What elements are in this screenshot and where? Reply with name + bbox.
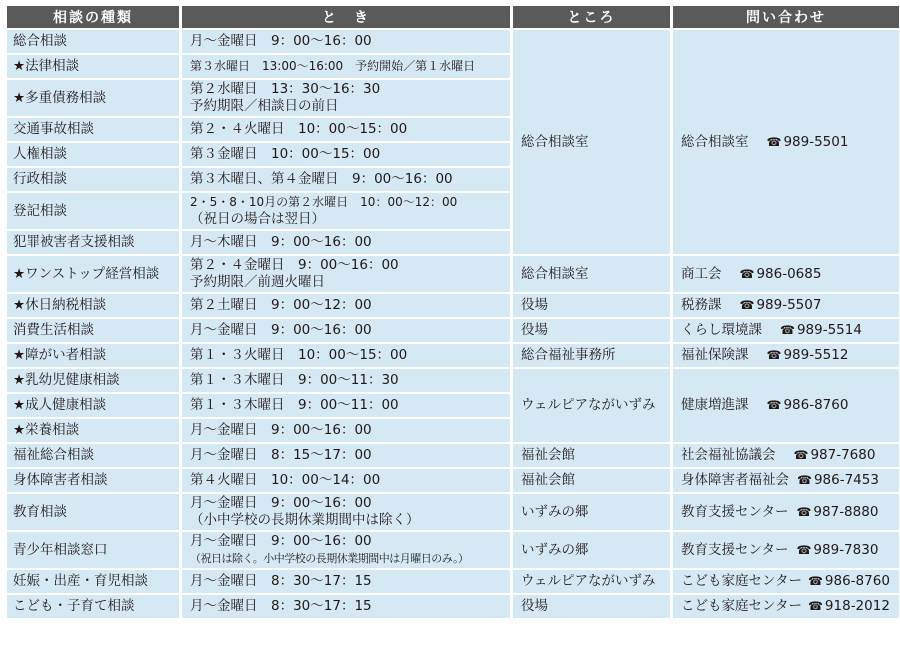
phone-icon: ☎ <box>766 398 782 412</box>
contact-phone <box>808 573 890 589</box>
phone-number: 986-8760 <box>824 573 890 589</box>
consultation-name: 青少年相談窓口 <box>7 532 179 568</box>
phone-number: 986-0685 <box>756 265 822 282</box>
consultation-time: 第３水曜日 13:00～16:00 予約開始／第１水曜日 <box>182 55 510 78</box>
consultation-time: 月～木曜日 9：00～16：00 <box>182 231 510 254</box>
consultation-name: 福祉総合相談 <box>7 444 179 467</box>
contact-phone <box>740 266 822 282</box>
phone-icon: ☎ <box>796 504 812 519</box>
consultation-name: ★法律相談 <box>7 55 179 78</box>
consultation-contact <box>673 595 899 618</box>
consultation-contact <box>673 570 899 593</box>
consultation-time: 第２土曜日 9：00～12：00 <box>182 294 510 317</box>
phone-icon: ☎ <box>807 599 823 613</box>
consultation-time: 月～金曜日 9：00～16：00 <box>182 419 510 442</box>
consultation-place: 福祉会館 <box>513 469 670 492</box>
consultation-place: いずみの郷 <box>513 532 670 568</box>
consultation-contact <box>673 319 899 342</box>
col-header-place: ところ <box>513 6 670 28</box>
consultation-name: 登記相談 <box>7 193 179 229</box>
contact-phone <box>794 447 876 463</box>
table-row <box>7 532 899 568</box>
consultation-name: ★ワンストップ経営相談 <box>7 256 179 292</box>
table-row <box>7 494 899 530</box>
consultation-table <box>4 4 900 620</box>
col-header-type: 相談の種類 <box>7 6 179 28</box>
contact-phone <box>767 134 849 150</box>
phone-number: 989-5501 <box>783 133 849 150</box>
consultation-name: 犯罪被害者支援相談 <box>7 231 179 254</box>
phone-number: 989-5512 <box>783 347 849 363</box>
consultation-place: ウェルピアながいずみ <box>513 369 670 442</box>
contact-dept: こども家庭センター <box>681 573 802 589</box>
contact-dept: 税務課 <box>681 297 722 313</box>
consultation-contact <box>673 469 899 492</box>
consultation-time: 第１・３木曜日 9：00～11：00 <box>182 394 510 417</box>
consultation-name: 消費生活相談 <box>7 319 179 342</box>
consultation-name: 人権相談 <box>7 143 179 166</box>
consultation-place: 総合相談室 <box>513 30 670 254</box>
table-row <box>7 30 899 53</box>
phone-icon: ☎ <box>796 542 812 557</box>
contact-dept: 社会福祉協議会 <box>681 447 776 463</box>
consultation-name: 総合相談 <box>7 30 179 53</box>
consultation-contact <box>673 344 899 367</box>
table-row <box>7 570 899 593</box>
consultation-place: 福祉会館 <box>513 444 670 467</box>
table-row <box>7 344 899 367</box>
consultation-name: 行政相談 <box>7 168 179 191</box>
table-row <box>7 369 899 392</box>
phone-number: 986-7453 <box>813 472 879 488</box>
table-row <box>7 595 899 618</box>
consultation-time: 第２水曜日 13：30～16：30 予約期限／相談日の前日 <box>182 80 510 116</box>
col-header-contact: 問い合わせ <box>673 6 899 28</box>
col-header-time: と き <box>182 6 510 28</box>
contact-dept: くらし環境課 <box>681 322 762 338</box>
consultation-time: 第３木曜日、第４金曜日 9：00～16：00 <box>182 168 510 191</box>
consultation-name: 妊娠・出産・育児相談 <box>7 570 179 593</box>
contact-phone <box>767 397 849 413</box>
consultation-time: 第４火曜日 10：00～14：00 <box>182 469 510 492</box>
table-row <box>7 256 899 292</box>
consultation-time: 月～金曜日 8：30～17：15 <box>182 570 510 593</box>
contact-phone <box>740 297 822 313</box>
consultation-contact <box>673 30 899 254</box>
phone-icon: ☎ <box>766 134 782 149</box>
phone-icon: ☎ <box>739 298 755 312</box>
phone-icon: ☎ <box>797 473 812 487</box>
consultation-time: 月～金曜日 9：00～16：00 <box>182 319 510 342</box>
consultation-place: ウェルピアながいずみ <box>513 570 670 593</box>
phone-number: 918-2012 <box>824 598 890 614</box>
phone-number: 986-8760 <box>783 397 849 413</box>
contact-dept: 健康増進課 <box>681 397 749 413</box>
consultation-name: ★休日納税相談 <box>7 294 179 317</box>
consultation-time: 月～金曜日 9：00～16：00 <box>182 30 510 53</box>
phone-number: 989-7830 <box>813 541 879 558</box>
consultation-place: いずみの郷 <box>513 494 670 530</box>
contact-phone <box>808 598 890 614</box>
consultation-time: 月～金曜日 8：30～17：15 <box>182 595 510 618</box>
consultation-time: 第３金曜日 10：00～15：00 <box>182 143 510 166</box>
consultation-time: 第２・４火曜日 10：00～15：00 <box>182 118 510 141</box>
contact-phone <box>780 322 862 338</box>
contact-phone <box>797 472 879 488</box>
consultation-place: 役場 <box>513 319 670 342</box>
phone-number: 987-7680 <box>810 447 876 463</box>
consultation-place: 役場 <box>513 595 670 618</box>
consultation-name: 教育相談 <box>7 494 179 530</box>
consultation-time: 第１・３木曜日 9：00～11：30 <box>182 369 510 392</box>
phone-icon: ☎ <box>793 448 809 462</box>
consultation-name: 交通事故相談 <box>7 118 179 141</box>
consultation-place: 役場 <box>513 294 670 317</box>
consultation-contact <box>673 532 899 568</box>
consultation-time: 第２・４金曜日 9：00～16：00 予約期限／前週火曜日 <box>182 256 510 292</box>
consultation-name: 身体障害者相談 <box>7 469 179 492</box>
contact-dept: 教育支援センター <box>681 541 789 558</box>
contact-phone <box>767 347 849 363</box>
phone-number: 989-5514 <box>796 322 862 338</box>
consultation-contact <box>673 494 899 530</box>
consultation-time: 月～金曜日 9：00～16：00 （祝日は除く。小中学校の長期休業期間中は月曜日のみ。） <box>182 532 510 568</box>
contact-dept: 商工会 <box>681 265 722 282</box>
consultation-name: ★障がい者相談 <box>7 344 179 367</box>
contact-phone <box>796 504 878 520</box>
contact-dept: 身体障害者福祉会 <box>681 472 789 488</box>
consultation-contact <box>673 256 899 292</box>
contact-dept: 教育支援センター <box>681 503 789 520</box>
phone-icon: ☎ <box>739 266 755 281</box>
contact-dept: 福祉保険課 <box>681 347 749 363</box>
consultation-contact <box>673 444 899 467</box>
consultation-contact <box>673 369 899 442</box>
consultation-place: 総合福祉事務所 <box>513 344 670 367</box>
consultation-contact <box>673 294 899 317</box>
consultation-time: 月～金曜日 8：15～17：00 <box>182 444 510 467</box>
consultation-time: 2・5・8・10月の第２水曜日 10：00～12：00 （祝日の場合は翌日） <box>182 193 510 229</box>
consultation-name: ★多重債務相談 <box>7 80 179 116</box>
table-row <box>7 444 899 467</box>
table-row <box>7 469 899 492</box>
contact-dept: 総合相談室 <box>681 133 749 150</box>
consultation-place: 総合相談室 <box>513 256 670 292</box>
header-row <box>7 6 899 28</box>
phone-number: 989-5507 <box>756 297 822 313</box>
consultation-name: ★乳幼児健康相談 <box>7 369 179 392</box>
table-row <box>7 294 899 317</box>
consultation-name: ★栄養相談 <box>7 419 179 442</box>
contact-dept: こども家庭センター <box>681 598 802 614</box>
table-row <box>7 319 899 342</box>
phone-number: 987-8880 <box>813 503 879 520</box>
consultation-name: ★成人健康相談 <box>7 394 179 417</box>
consultation-name: こども・子育て相談 <box>7 595 179 618</box>
consultation-time: 第１・３火曜日 10：00～15：00 <box>182 344 510 367</box>
contact-phone <box>796 542 878 558</box>
phone-icon: ☎ <box>766 348 782 362</box>
consultation-time: 月～金曜日 9：00～16：00 （小中学校の長期休業期間中は除く） <box>182 494 510 530</box>
phone-icon: ☎ <box>807 574 823 588</box>
phone-icon: ☎ <box>780 323 795 337</box>
